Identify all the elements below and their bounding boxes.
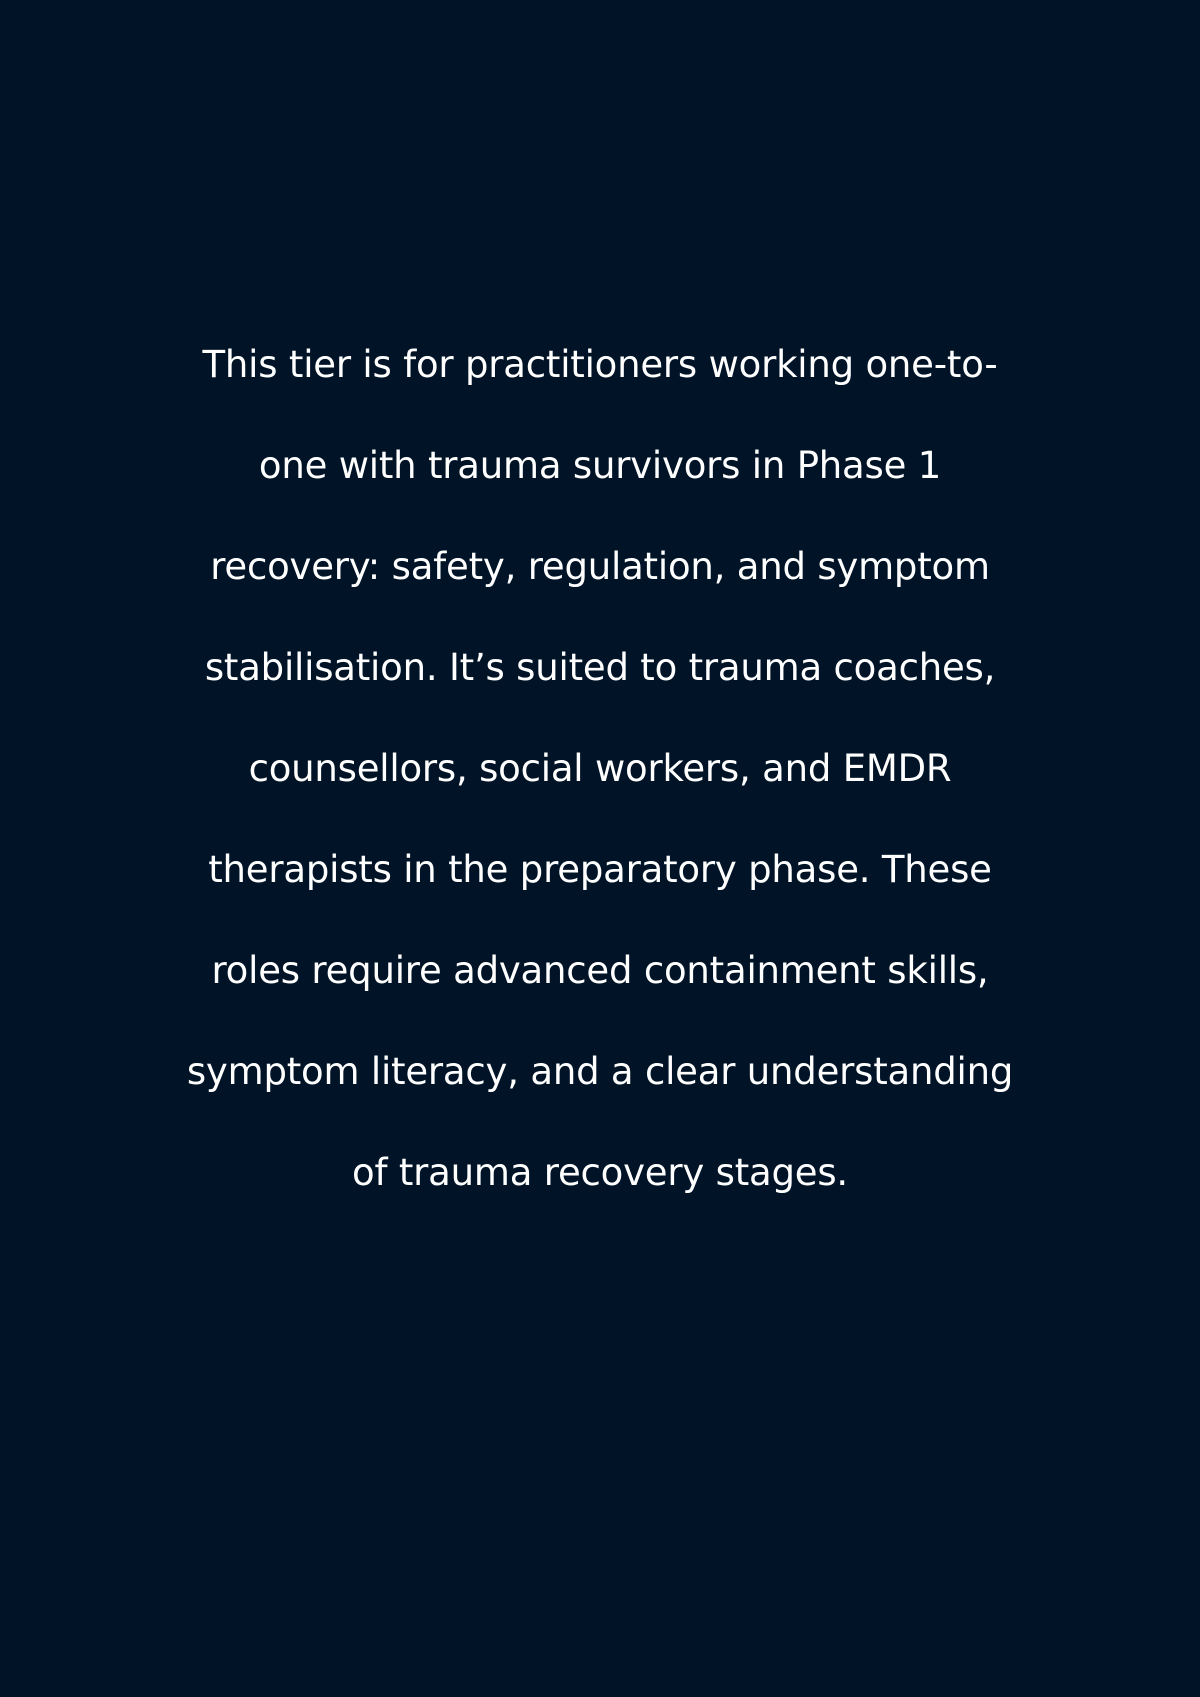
paragraph-line: symptom literacy, and a clear understanding [186,1050,1014,1093]
paragraph-line: This tier is for practitioners working one-to- [202,343,998,386]
paragraph-line: stabilisation. It’s suited to trauma coaches, [204,646,996,689]
paragraph-line: roles require advanced containment skills, [211,949,989,992]
paragraph-line: recovery: safety, regulation, and symptom [210,545,990,588]
paragraph-line: one with trauma survivors in Phase 1 [258,444,942,487]
paragraph-line: therapists in the preparatory phase. These [208,848,992,891]
body-paragraph [0,343,1200,1261]
paragraph-line: counsellors, social workers, and EMDR [248,747,952,790]
paragraph-line: of trauma recovery stages. [352,1151,848,1194]
